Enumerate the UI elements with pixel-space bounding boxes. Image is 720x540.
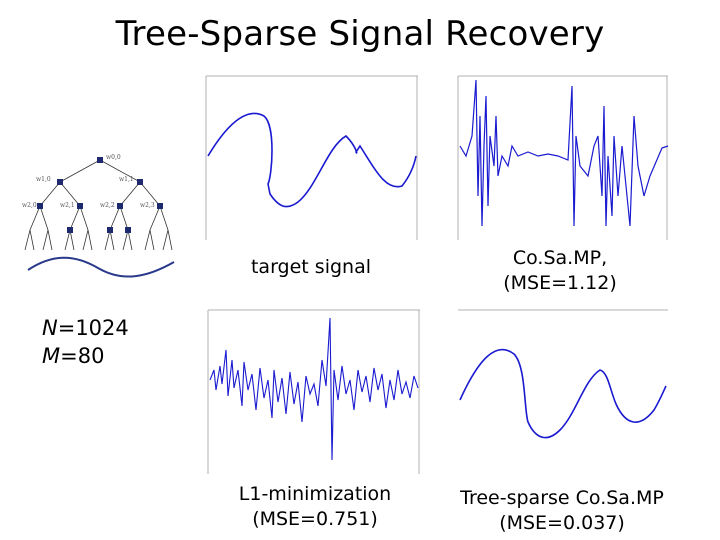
tree-node-label: w2,3 — [140, 202, 155, 209]
caption-line: (MSE=1.12) — [503, 272, 617, 294]
cosamp-plot — [458, 76, 668, 240]
target-signal-plot — [206, 76, 418, 240]
caption-line: (MSE=0.751) — [252, 508, 378, 530]
target-signal-caption — [236, 255, 386, 280]
tree-sparse-cosamp-plot — [458, 310, 668, 474]
m-value: =80 — [60, 344, 105, 368]
caption-line: Tree-sparse Co.Sa.MP — [460, 487, 664, 509]
cosamp-caption — [470, 246, 650, 296]
caption-line: Co.Sa.MP, — [512, 247, 608, 269]
tree-node — [117, 203, 123, 209]
tree-node — [125, 227, 131, 233]
tree-nodes — [37, 157, 163, 233]
tree-signal-curve — [28, 258, 174, 277]
m-variable: M — [42, 344, 61, 368]
tree-node-label: w1,0 — [36, 176, 51, 183]
tree-node-label: w2,1 — [60, 202, 75, 209]
l1-minimization-caption — [222, 482, 408, 532]
tree-node — [137, 179, 143, 185]
tree-node — [97, 157, 103, 163]
n-parameter — [42, 314, 129, 342]
tree-node-label: w1,1 — [119, 176, 134, 183]
cosamp-trace — [460, 80, 668, 226]
tree-node-labels — [22, 154, 155, 209]
wavelet-tree-diagram — [22, 150, 182, 280]
tree-node-label: w2,2 — [100, 202, 115, 209]
caption-line: target signal — [250, 256, 371, 278]
tree-sparse-cosamp-trace — [460, 350, 666, 438]
target-signal-trace — [208, 113, 416, 206]
l1-minimization-trace — [210, 318, 418, 460]
n-variable: N — [42, 316, 58, 340]
tree-node — [57, 179, 63, 185]
m-parameter — [42, 342, 129, 370]
tree-sparse-cosamp-caption — [452, 486, 672, 536]
tree-node — [67, 227, 73, 233]
problem-parameters — [42, 314, 129, 370]
n-value: =1024 — [57, 316, 129, 340]
tree-node-label: w0,0 — [106, 154, 121, 161]
tree-node — [107, 227, 113, 233]
tree-node — [157, 203, 163, 209]
tree-node — [77, 203, 83, 209]
caption-line: L1-minimization — [238, 483, 392, 505]
l1-minimization-plot — [208, 310, 420, 474]
tree-node — [37, 203, 43, 209]
slide-title: Tree-Sparse Signal Recovery — [115, 14, 605, 54]
tree-node-label: w2,0 — [22, 202, 37, 209]
caption-line: (MSE=0.037) — [499, 512, 625, 534]
